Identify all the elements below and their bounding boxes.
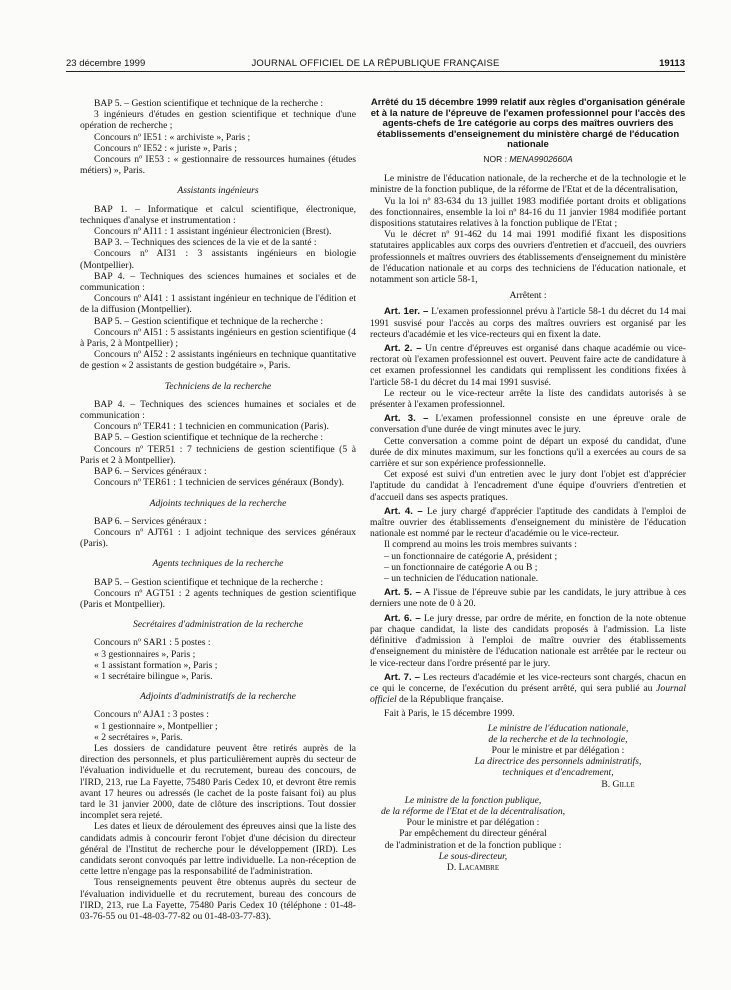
sig2-line-a: Le ministre de la fonction publique, (404, 794, 542, 806)
ter-bap4: BAP 4. – Techniques des sciences humaines et sociales et de communication : (80, 398, 356, 422)
concours-ie53: Concours nº IE53 : « gestionnaire de ressources humaines (études métiers) », Paris. (80, 154, 356, 177)
article-7 (370, 672, 686, 706)
article-5-text: A l'issue de l'épreuve subie par les candidats, le jury attribue à ces derniers une note de 0 à 20. (370, 587, 686, 610)
header-rule (66, 71, 685, 72)
article-2-label: Art. 2. – (384, 343, 422, 355)
article-3 (370, 413, 686, 435)
sar1-item-a: « 3 gestionnaires », Paris ; (94, 648, 196, 660)
ter-bap5: BAP 5. – Gestion scientifique et technique de la recherche : (94, 432, 324, 444)
sig2-line-e: de l'administration et de la fonction publique : (384, 839, 562, 851)
article-4-b: Il comprend au moins les trois membres suivants : (384, 539, 577, 551)
concours-ter41: Concours nº TER41 : 1 technicien en communication (Paris). (94, 421, 329, 433)
ajt-bap6: BAP 6. – Services généraux : (94, 515, 207, 527)
fait-a-paris: Fait à Paris, le 15 décembre 1999. (384, 708, 515, 720)
decree-intro: Le ministre de l'éducation nationale, de la recherche et de la technologie et le ministre de la fonction publique, de la réforme de l'Etat et de la décentralisation, (370, 173, 686, 196)
sig1-line-d: La directrice des personnels administratifs, (474, 756, 642, 768)
epreuves-paragraph: Les dates et lieux de déroulement des épreuves ainsi que la liste des candidats admis à concourir feront l'objet d'une décision du directeur général de l'Institut de recherche pour le développement (IRD). Les candidats seront convoqués par lettre individuelle. La non-réception de cette lettre n'engage pas la responsabilité de l'administration. (80, 821, 356, 878)
sig1-name: B. Gille (601, 778, 635, 790)
concours-sar1: Concours nº SAR1 : 5 postes : (94, 637, 211, 649)
article-6 (370, 613, 686, 669)
sig1-line-a: Le ministre de l'éducation nationale, (487, 722, 629, 734)
header-date: 23 décembre 1999 (66, 58, 146, 69)
article-6-text: Le jury dresse, par ordre de mérite, en fonction de la note obtenue par chaque candidat, la liste des candidats proposés à l'admission. La liste définitive d'admission à l'emploi de maître ouvrier des établissements d'enseignement du ministère de l'éducation nationale est arrêtée par le recteur ou le vice-recteur dans l'ordre présenté par le jury. (370, 612, 686, 669)
header-journal-title: JOURNAL OFFICIEL DE LA RÉPUBLIQUE FRANÇAISE (251, 58, 500, 69)
concours-ter61: Concours nº TER61 : 1 technicien de services généraux (Bondy). (94, 477, 345, 489)
article-4-e: – un technicien de l'éducation nationale. (384, 573, 539, 585)
vu-loi: Vu la loi nº 83-634 du 13 juillet 1983 modifiée portant droits et obligations des fonctionnaires, ensemble la loi nº 84-16 du 11 janvier 1984 modifiée portant dispositions statutaires relatives à la fonction publique de l'Etat ; (370, 195, 686, 229)
concours-ai41: Concours nº AI41 : 1 assistant ingénieur en technique de l'édition et de la diffusion (Montpellier). (80, 293, 356, 316)
sar1-item-b: « 1 assistant formation », Paris ; (94, 659, 218, 671)
ter-bap6: BAP 6. – Services généraux : (94, 466, 207, 478)
concours-ai11: Concours nº AI11 : 1 assistant ingénieur électronicien (Brest). (94, 226, 332, 238)
article-1-label: Art. 1er. – (384, 306, 429, 318)
bap5-desc: 3 ingénieurs d'études en gestion scientifique et technique d'une opération de recherche ; (80, 109, 356, 132)
decree-title: Arrêté du 15 décembre 1999 relatif aux règles d'organisation générale et à la nature de l'épreuve de l'examen professionnel pour l'accès des agents-chefs de 1re catégorie au corps des maîtres ouvriers des établissements d'enseignement du ministère chargé de l'éducation nationale (370, 97, 686, 151)
sig1-line-e: techniques et d'encadrement, (502, 767, 614, 779)
section-title-secretaires: Secrétaires d'administration de la recherche (133, 619, 303, 631)
nor-reference (370, 154, 686, 165)
aja1-item-b: « 2 secrétaires », Paris. (94, 731, 183, 743)
article-1 (370, 306, 686, 340)
sig2-line-f: Le sous-directeur, (438, 850, 508, 862)
renseignements-paragraph: Tous renseignements peuvent être obtenus auprès du secteur de l'évaluation individuelle et du recrutement, bureau des concours de l'IRD, 213, rue La Fayette, 75480 Paris Cedex 10 (téléphone : 01-48-03-76-55 ou 01-48-03-77-82 ou 01-48-03-77-83). (80, 877, 356, 922)
signature-block-1 (370, 723, 686, 790)
journal-officiel-ref: Journal officiel (370, 682, 686, 706)
section-title-agents-techniques: Agents techniques de la recherche (152, 558, 284, 570)
article-1-text: L'examen professionnel prévu à l'article 58-1 du décret du 14 mai 1991 susvisé pour l'accès au corps des maîtres ouvriers est organisé par les recteurs d'académie et les vice-recteurs qui en fixent la date. (370, 306, 686, 340)
section-title-adjoints-techniques: Adjoints techniques de la recherche (149, 497, 287, 509)
ai-bap3: BAP 3. – Techniques des sciences de la vie et de la santé : (94, 237, 317, 249)
header-page-number: 19113 (659, 58, 685, 69)
left-column (80, 98, 356, 922)
sar1-item-c: « 1 secrétaire bilingue », Paris. (94, 670, 213, 682)
sig2-line-d: Par empêchement du directeur général (399, 828, 547, 840)
candidature-paragraph: Les dossiers de candidature peuvent être retirés auprès de la direction des personnels, et plus particulièrement auprès du secteur de l'évaluation individuelle et du recrutement, bureau des concours, de l'IRD, 213, rue La Fayette, 75480 Paris Cedex 10, et devront être remis avant 17 heures ou adressés (le cachet de la poste faisant foi) au plus tard le 31 janvier 2000, date de clôture des inscriptions. Tout dossier incomplet sera rejeté. (80, 742, 356, 822)
section-title-adjoints-administratifs: Adjoints d'administratifs de la recherche (140, 691, 296, 703)
article-6-label: Art. 6. – (384, 612, 421, 624)
nor-label: NOR : (483, 153, 507, 164)
arretent: Arrêtent : (509, 290, 547, 302)
sig2-line-b: de la réforme de l'Etat et de la décentralisation, (380, 805, 566, 817)
agt-bap5: BAP 5. – Gestion scientifique et technique de la recherche : (94, 576, 324, 588)
article-2-text: Un centre d'épreuves est organisé dans chaque académie ou vice-rectorat où l'examen professionnel est ouvert. Peuvent faire acte de candidature à cet examen professionnel les candidats qui remplissent les conditions fixées à l'article 58-1 du décret du 14 mai 1991 susvisé. (370, 343, 686, 388)
concours-agt51: Concours nº AGT51 : 2 agents techniques de gestion scientifique (Paris et Montpellier). (80, 587, 356, 610)
page-header (66, 58, 685, 70)
article-2 (370, 343, 686, 388)
article-4-c: – un fonctionnaire de catégorie A, président ; (384, 550, 558, 562)
signature-block-2 (370, 795, 686, 873)
ai-bap1: BAP 1. – Informatique et calcul scientifique, électronique, techniques d'analyse et instrumentation : (80, 203, 356, 226)
sig2-name: D. Lacambre (446, 861, 500, 873)
article-5 (370, 587, 686, 609)
aja1-item-a: « 1 gestionnaire », Montpellier ; (94, 720, 218, 732)
sig2-line-c: Pour le ministre et par délégation : (406, 817, 540, 829)
article-3-text: L'examen professionnel consiste en une épreuve orale de conversation d'une durée de vingt minutes avec le jury. (370, 413, 686, 436)
article-4 (370, 506, 686, 540)
article-4-label: Art. 4. – (384, 505, 423, 517)
concours-ai52: Concours nº AI52 : 2 assistants ingénieurs en technique quantitative de gestion « 2 assistants de gestion budgétaire », Paris. (80, 349, 356, 372)
concours-ai31: Concours nº AI31 : 3 assistants ingénieurs en biologie (Montpellier). (80, 248, 356, 271)
article-2-b: Le recteur ou le vice-recteur arrête la liste des candidats autorisés à se présenter à l'examen professionnel. (370, 387, 686, 411)
article-7-label: Art. 7. – (384, 671, 421, 683)
nor-code: MENA9902660A (509, 153, 573, 164)
section-title-techniciens: Techniciens de la recherche (164, 380, 272, 392)
sig1-line-c: Pour le ministre et par délégation : (491, 744, 625, 756)
vu-decret: Vu le décret nº 91-462 du 14 mai 1991 modifié fixant les dispositions statutaires applicables aux corps des ouvriers d'entretien et d'accueil, des ouvriers professionnels et maîtres ouvriers des établissements d'enseignement du ministère de l'éducation nationale et au corps des techniciens de l'éducation nationale, et notamment son article 58-1, (370, 229, 686, 285)
article-7-text: Les recteurs d'académie et les vice-recteurs sont chargés, chacun en ce qui le concerne, de l'exécution du présent arrêté, qui sera publié au (370, 671, 686, 694)
concours-ter51: Concours nº TER51 : 7 techniciens de gestion scientifique (5 à Paris et 2 à Montpellier). (80, 443, 356, 466)
right-column (370, 98, 686, 873)
concours-ie52: Concours nº IE52 : « juriste », Paris ; (94, 142, 237, 154)
ai-bap4: BAP 4. – Techniques des sciences humaines et sociales et de communication : (80, 270, 356, 294)
article-4-d: – un fonctionnaire de catégorie A ou B ; (384, 561, 538, 573)
section-title-assistants-ingenieurs: Assistants ingénieurs (177, 185, 259, 197)
bap5-intro: BAP 5. – Gestion scientifique et technique de la recherche : (94, 98, 324, 109)
ai-bap5: BAP 5. – Gestion scientifique et technique de la recherche : (94, 315, 324, 327)
article-3-label: Art. 3. – (384, 413, 429, 425)
concours-ai51: Concours nº AI51 : 5 assistants ingénieurs en gestion scientifique (4 à Paris, 2 à Montpellier) ; (80, 326, 356, 350)
sig1-line-b: de la recherche et de la technologie, (488, 733, 628, 745)
article-5-label: Art. 5. – (384, 587, 421, 599)
concours-aja1: Concours nº AJA1 : 3 postes : (94, 709, 209, 721)
article-3-c: Cet exposé est suivi d'un entretien avec le jury dont l'objet est d'apprécier l'aptitude du candidat à l'encadrement d'une équipe d'ouvriers d'entretien et d'accueil dans ses aspects pratiques. (370, 469, 686, 503)
concours-ie51: Concours nº IE51 : « archiviste », Paris ; (94, 131, 251, 143)
article-4-text: Le jury chargé d'apprécier l'aptitude des candidats à l'emploi de maître ouvrier des établissements d'enseignement du ministère de l'éducation nationale est nommé par le recteur d'académie ou le vice-recteur. (370, 505, 686, 540)
concours-ajt61: Concours nº AJT61 : 1 adjoint technique des services généraux (Paris). (80, 526, 356, 550)
article-3-b: Cette conversation a comme point de départ un exposé du candidat, d'une durée de dix minutes maximum, sur les fonctions qu'il a exercées au cours de sa carrière et sur son expérience professionnelle. (370, 435, 686, 470)
article-7-text-end: de la République française. (399, 694, 504, 706)
